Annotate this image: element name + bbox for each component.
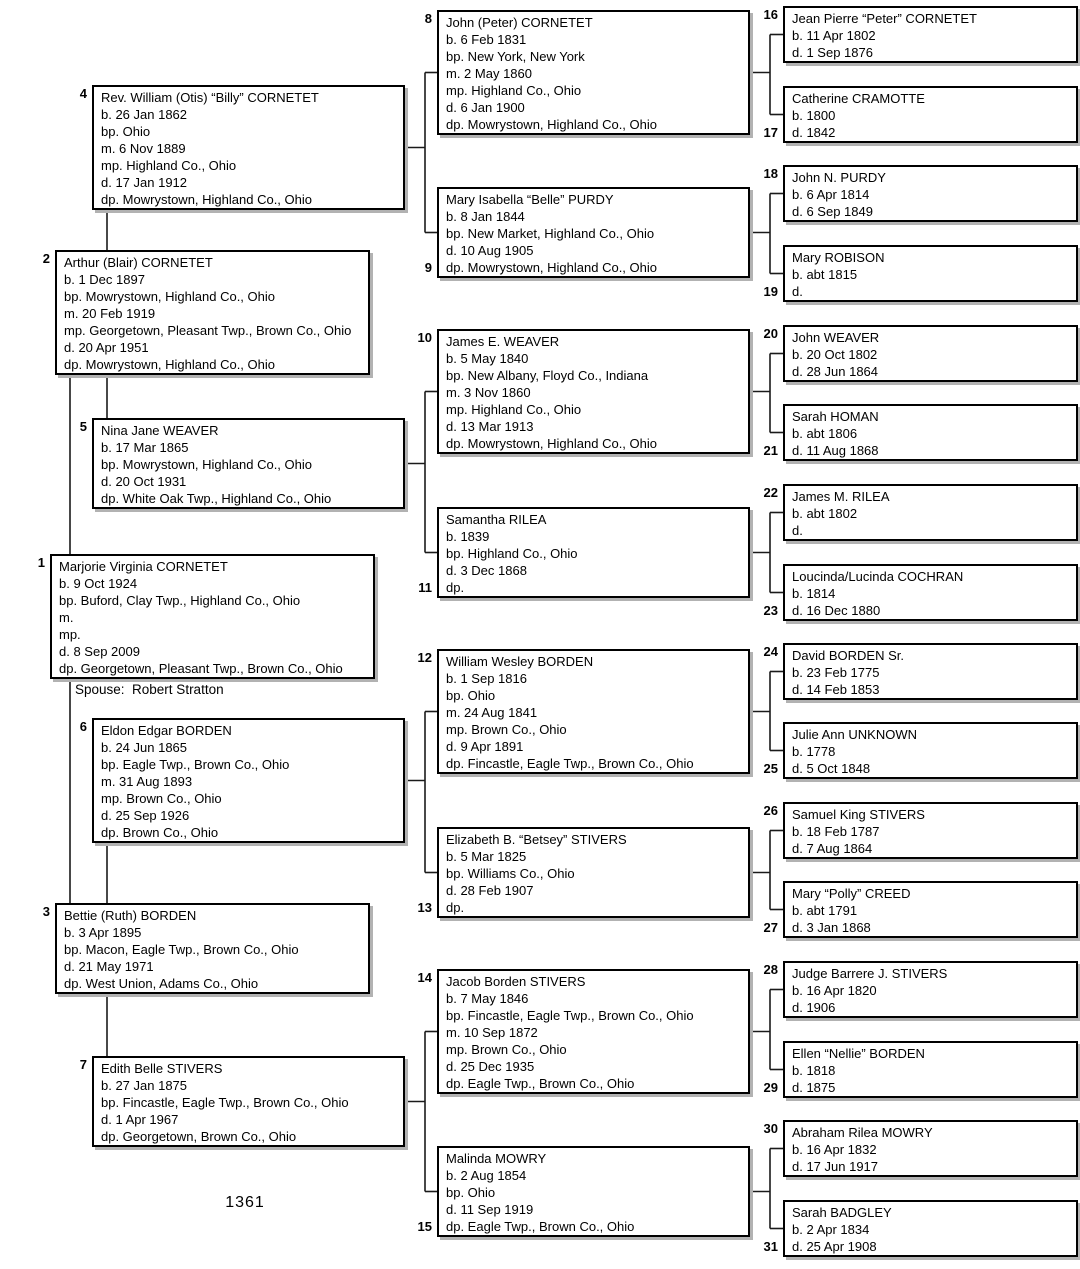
- person-detail: bp. New Albany, Floyd Co., Indiana: [446, 368, 649, 383]
- person-detail: mp. Brown Co., Ohio: [101, 791, 222, 806]
- person-box-15: [437, 1146, 750, 1237]
- person-name: Sarah HOMAN: [792, 409, 879, 424]
- person-number: 23: [763, 603, 778, 618]
- person-detail: b. 6 Apr 1814: [792, 187, 870, 202]
- person-detail: bp. Mowrystown, Highland Co., Ohio: [101, 457, 312, 472]
- person-number: 28: [763, 962, 778, 977]
- person-number: 13: [417, 900, 432, 915]
- person-number: 29: [763, 1080, 778, 1095]
- person-number: 15: [417, 1219, 432, 1234]
- person-number: 3: [42, 904, 50, 919]
- person-detail: m. 20 Feb 1919: [64, 306, 156, 321]
- person-detail: b. 1814: [792, 586, 836, 601]
- person-detail: b. 7 May 1846: [446, 991, 529, 1006]
- person-detail: b. abt 1802: [792, 506, 858, 521]
- person-detail: d. 9 Apr 1891: [446, 739, 524, 754]
- person-detail: dp. Eagle Twp., Brown Co., Ohio: [446, 1219, 635, 1234]
- person-name: Malinda MOWRY: [446, 1151, 547, 1166]
- person-detail: d. 5 Oct 1848: [792, 761, 871, 776]
- person-detail: d. 3 Jan 1868: [792, 920, 871, 935]
- person-detail: b. abt 1815: [792, 267, 858, 282]
- person-box-26: [783, 802, 1078, 859]
- person-detail: d. 16 Dec 1880: [792, 603, 881, 618]
- person-name: Mary “Polly” CREED: [792, 886, 911, 901]
- person-name: Loucinda/Lucinda COCHRAN: [792, 569, 964, 584]
- person-box-22: [783, 484, 1078, 541]
- person-name: John N. PURDY: [792, 170, 886, 185]
- person-detail: d. 1875: [792, 1080, 836, 1095]
- person-detail: mp. Georgetown, Pleasant Twp., Brown Co., Ohio: [64, 323, 352, 338]
- person-box-13: [437, 827, 750, 918]
- person-detail: bp. Buford, Clay Twp., Highland Co., Ohio: [59, 593, 301, 608]
- person-detail: d. 10 Aug 1905: [446, 243, 534, 258]
- person-number: 1: [37, 555, 45, 570]
- person-detail: b. 23 Feb 1775: [792, 665, 880, 680]
- person-detail: mp. Highland Co., Ohio: [446, 402, 582, 417]
- person-detail: d. 21 May 1971: [64, 959, 154, 974]
- person-detail: d. 28 Jun 1864: [792, 364, 879, 379]
- person-detail: d. 25 Apr 1908: [792, 1239, 877, 1254]
- person-detail: dp. Mowrystown, Highland Co., Ohio: [64, 357, 275, 372]
- person-detail: d. 17 Jan 1912: [101, 175, 188, 190]
- person-detail: d. 8 Sep 2009: [59, 644, 140, 659]
- person-box-21: [783, 404, 1078, 461]
- person-detail: b. abt 1791: [792, 903, 858, 918]
- person-box-23: [783, 564, 1078, 621]
- person-number: 12: [417, 650, 432, 665]
- person-detail: d. 3 Dec 1868: [446, 563, 527, 578]
- person-box-18: [783, 165, 1078, 222]
- person-box-5: [92, 418, 405, 509]
- person-detail: dp. Mowrystown, Highland Co., Ohio: [101, 192, 312, 207]
- person-name: Arthur (Blair) CORNETET: [64, 255, 213, 270]
- person-number: 21: [763, 443, 778, 458]
- person-detail: dp. Georgetown, Brown Co., Ohio: [101, 1129, 297, 1144]
- person-number: 7: [79, 1057, 87, 1072]
- person-detail: dp. West Union, Adams Co., Ohio: [64, 976, 259, 991]
- person-detail: b. 2 Apr 1834: [792, 1222, 870, 1237]
- person-detail: mp. Brown Co., Ohio: [446, 1042, 567, 1057]
- person-detail: b. 11 Apr 1802: [792, 28, 876, 43]
- person-detail: b. 2 Aug 1854: [446, 1168, 527, 1183]
- person-detail: dp. Mowrystown, Highland Co., Ohio: [446, 436, 657, 451]
- person-detail: b. 17 Mar 1865: [101, 440, 189, 455]
- person-box-16: [783, 6, 1078, 63]
- person-detail: d. 1 Apr 1967: [101, 1112, 179, 1127]
- person-detail: b. 18 Feb 1787: [792, 824, 880, 839]
- person-detail: dp. Georgetown, Pleasant Twp., Brown Co., Ohio: [59, 661, 343, 676]
- person-detail: mp. Brown Co., Ohio: [446, 722, 567, 737]
- person-number: 16: [763, 7, 778, 22]
- person-name: Rev. William (Otis) “Billy” CORNETET: [101, 90, 319, 105]
- person-detail: b. 5 May 1840: [446, 351, 529, 366]
- person-detail: m. 31 Aug 1893: [101, 774, 193, 789]
- person-box-3: [55, 903, 370, 994]
- person-number: 8: [424, 11, 432, 26]
- person-detail: bp. Ohio: [446, 1185, 496, 1200]
- person-name: Catherine CRAMOTTE: [792, 91, 925, 106]
- person-detail: d. 13 Mar 1913: [446, 419, 534, 434]
- person-box-1: [50, 554, 375, 679]
- person-box-20: [783, 325, 1078, 382]
- person-detail: dp. Eagle Twp., Brown Co., Ohio: [446, 1076, 635, 1091]
- person-detail: b. 1818: [792, 1063, 836, 1078]
- person-name: William Wesley BORDEN: [446, 654, 594, 669]
- person-detail: dp. Mowrystown, Highland Co., Ohio: [446, 117, 657, 132]
- spouse-note: Spouse: Robert Stratton: [75, 682, 224, 697]
- person-name: David BORDEN Sr.: [792, 648, 904, 663]
- person-number: 10: [417, 330, 432, 345]
- person-name: Jacob Borden STIVERS: [446, 974, 586, 989]
- person-number: 6: [79, 719, 87, 734]
- person-detail: d. 6 Jan 1900: [446, 100, 525, 115]
- person-name: Samantha RILEA: [446, 512, 547, 527]
- person-name: Nina Jane WEAVER: [101, 423, 219, 438]
- person-number: 11: [418, 580, 432, 595]
- person-detail: d. 20 Oct 1931: [101, 474, 187, 489]
- person-number: 2: [42, 251, 50, 266]
- person-detail: d. 25 Sep 1926: [101, 808, 190, 823]
- person-detail: b. 27 Jan 1875: [101, 1078, 188, 1093]
- person-name: Mary Isabella “Belle” PURDY: [446, 192, 614, 207]
- person-box-8: [437, 10, 750, 135]
- person-detail: m. 24 Aug 1841: [446, 705, 538, 720]
- person-detail: b. 3 Apr 1895: [64, 925, 142, 940]
- person-detail: dp. Fincastle, Eagle Twp., Brown Co., Ohio: [446, 756, 694, 771]
- person-name: John WEAVER: [792, 330, 880, 345]
- person-number: 27: [763, 920, 778, 935]
- person-number: 17: [763, 125, 778, 140]
- person-detail: dp.: [446, 580, 465, 595]
- person-name: Samuel King STIVERS: [792, 807, 925, 822]
- person-detail: b. 20 Oct 1802: [792, 347, 878, 362]
- person-name: Mary ROBISON: [792, 250, 885, 265]
- person-name: James M. RILEA: [792, 489, 890, 504]
- person-number: 9: [424, 260, 432, 275]
- person-detail: b. 1 Sep 1816: [446, 671, 527, 686]
- person-detail: mp. Highland Co., Ohio: [446, 83, 582, 98]
- person-name: Judge Barrere J. STIVERS: [792, 966, 948, 981]
- person-name: Marjorie Virginia CORNETET: [59, 559, 228, 574]
- person-detail: d. 11 Sep 1919: [446, 1202, 534, 1217]
- person-box-4: [92, 85, 405, 210]
- person-box-19: [783, 245, 1078, 302]
- person-name: Abraham Rilea MOWRY: [792, 1125, 933, 1140]
- page-number: 1361: [225, 1194, 265, 1211]
- person-detail: bp. Ohio: [101, 124, 151, 139]
- person-box-11: [437, 507, 750, 598]
- person-box-12: [437, 649, 750, 774]
- person-name: Sarah BADGLEY: [792, 1205, 892, 1220]
- person-detail: b. 8 Jan 1844: [446, 209, 525, 224]
- person-detail: d.: [792, 284, 803, 299]
- person-box-25: [783, 722, 1078, 779]
- person-detail: bp. Fincastle, Eagle Twp., Brown Co., Ohio: [446, 1008, 694, 1023]
- person-detail: bp. Mowrystown, Highland Co., Ohio: [64, 289, 275, 304]
- person-number: 25: [763, 761, 778, 776]
- person-box-6: [92, 718, 405, 843]
- person-name: James E. WEAVER: [446, 334, 560, 349]
- person-box-14: [437, 969, 750, 1094]
- person-detail: b. 1839: [446, 529, 490, 544]
- person-detail: bp. Macon, Eagle Twp., Brown Co., Ohio: [64, 942, 299, 957]
- person-detail: bp. New Market, Highland Co., Ohio: [446, 226, 655, 241]
- person-detail: b. 26 Jan 1862: [101, 107, 188, 122]
- person-number: 5: [79, 419, 87, 434]
- person-name: Bettie (Ruth) BORDEN: [64, 908, 197, 923]
- person-name: Edith Belle STIVERS: [101, 1061, 223, 1076]
- person-number: 4: [79, 86, 87, 101]
- person-detail: b. 16 Apr 1820: [792, 983, 877, 998]
- person-detail: m. 10 Sep 1872: [446, 1025, 538, 1040]
- person-detail: b. 1778: [792, 744, 836, 759]
- person-detail: d. 25 Dec 1935: [446, 1059, 535, 1074]
- person-name: John (Peter) CORNETET: [446, 15, 593, 30]
- person-detail: bp. New York, New York: [446, 49, 585, 64]
- person-number: 19: [763, 284, 778, 299]
- person-detail: bp. Ohio: [446, 688, 496, 703]
- person-detail: m.: [59, 610, 74, 625]
- person-detail: m. 3 Nov 1860: [446, 385, 531, 400]
- person-detail: bp. Eagle Twp., Brown Co., Ohio: [101, 757, 290, 772]
- person-detail: bp. Highland Co., Ohio: [446, 546, 578, 561]
- person-detail: mp. Highland Co., Ohio: [101, 158, 237, 173]
- person-detail: b. 6 Feb 1831: [446, 32, 527, 47]
- person-detail: d. 7 Aug 1864: [792, 841, 873, 856]
- person-detail: d. 28 Feb 1907: [446, 883, 534, 898]
- person-number: 31: [763, 1239, 778, 1254]
- person-detail: dp. Mowrystown, Highland Co., Ohio: [446, 260, 657, 275]
- person-box-2: [55, 250, 370, 375]
- person-detail: d. 1842: [792, 125, 836, 140]
- person-number: 14: [417, 970, 432, 985]
- person-detail: m. 2 May 1860: [446, 66, 532, 81]
- person-name: Jean Pierre “Peter” CORNETET: [792, 11, 977, 26]
- person-detail: dp. White Oak Twp., Highland Co., Ohio: [101, 491, 332, 506]
- person-box-27: [783, 881, 1078, 938]
- person-number: 20: [763, 326, 778, 341]
- person-number: 18: [763, 166, 778, 181]
- person-detail: b. 24 Jun 1865: [101, 740, 188, 755]
- person-box-29: [783, 1041, 1078, 1098]
- person-number: 26: [763, 803, 778, 818]
- person-name: Elizabeth B. “Betsey” STIVERS: [446, 832, 627, 847]
- person-name: Ellen “Nellie” BORDEN: [792, 1046, 925, 1061]
- person-detail: d. 17 Jun 1917: [792, 1159, 879, 1174]
- person-detail: d.: [792, 523, 803, 538]
- person-detail: d. 6 Sep 1849: [792, 204, 873, 219]
- person-detail: d. 20 Apr 1951: [64, 340, 149, 355]
- person-detail: b. 1 Dec 1897: [64, 272, 145, 287]
- person-detail: m. 6 Nov 1889: [101, 141, 186, 156]
- person-detail: d. 11 Aug 1868: [792, 443, 879, 458]
- person-detail: bp. Fincastle, Eagle Twp., Brown Co., Ohio: [101, 1095, 349, 1110]
- person-number: 22: [763, 485, 778, 500]
- person-detail: dp.: [446, 900, 465, 915]
- person-detail: d. 1 Sep 1876: [792, 45, 873, 60]
- person-detail: b. 9 Oct 1924: [59, 576, 138, 591]
- person-detail: b. abt 1806: [792, 426, 858, 441]
- person-box-17: [783, 86, 1078, 143]
- person-name: Eldon Edgar BORDEN: [101, 723, 232, 738]
- person-detail: b. 1800: [792, 108, 836, 123]
- person-name: Julie Ann UNKNOWN: [792, 727, 917, 742]
- person-detail: bp. Williams Co., Ohio: [446, 866, 575, 881]
- person-number: 30: [763, 1121, 778, 1136]
- person-box-30: [783, 1120, 1078, 1177]
- person-box-9: [437, 187, 750, 278]
- person-detail: d. 14 Feb 1853: [792, 682, 880, 697]
- person-box-10: [437, 329, 750, 454]
- person-box-24: [783, 643, 1078, 700]
- person-box-7: [92, 1056, 405, 1147]
- person-box-28: [783, 961, 1078, 1018]
- person-box-31: [783, 1200, 1078, 1257]
- person-number: 24: [763, 644, 778, 659]
- person-detail: d. 1906: [792, 1000, 836, 1015]
- person-detail: dp. Brown Co., Ohio: [101, 825, 219, 840]
- person-detail: b. 5 Mar 1825: [446, 849, 527, 864]
- person-detail: b. 16 Apr 1832: [792, 1142, 877, 1157]
- person-detail: mp.: [59, 627, 81, 642]
